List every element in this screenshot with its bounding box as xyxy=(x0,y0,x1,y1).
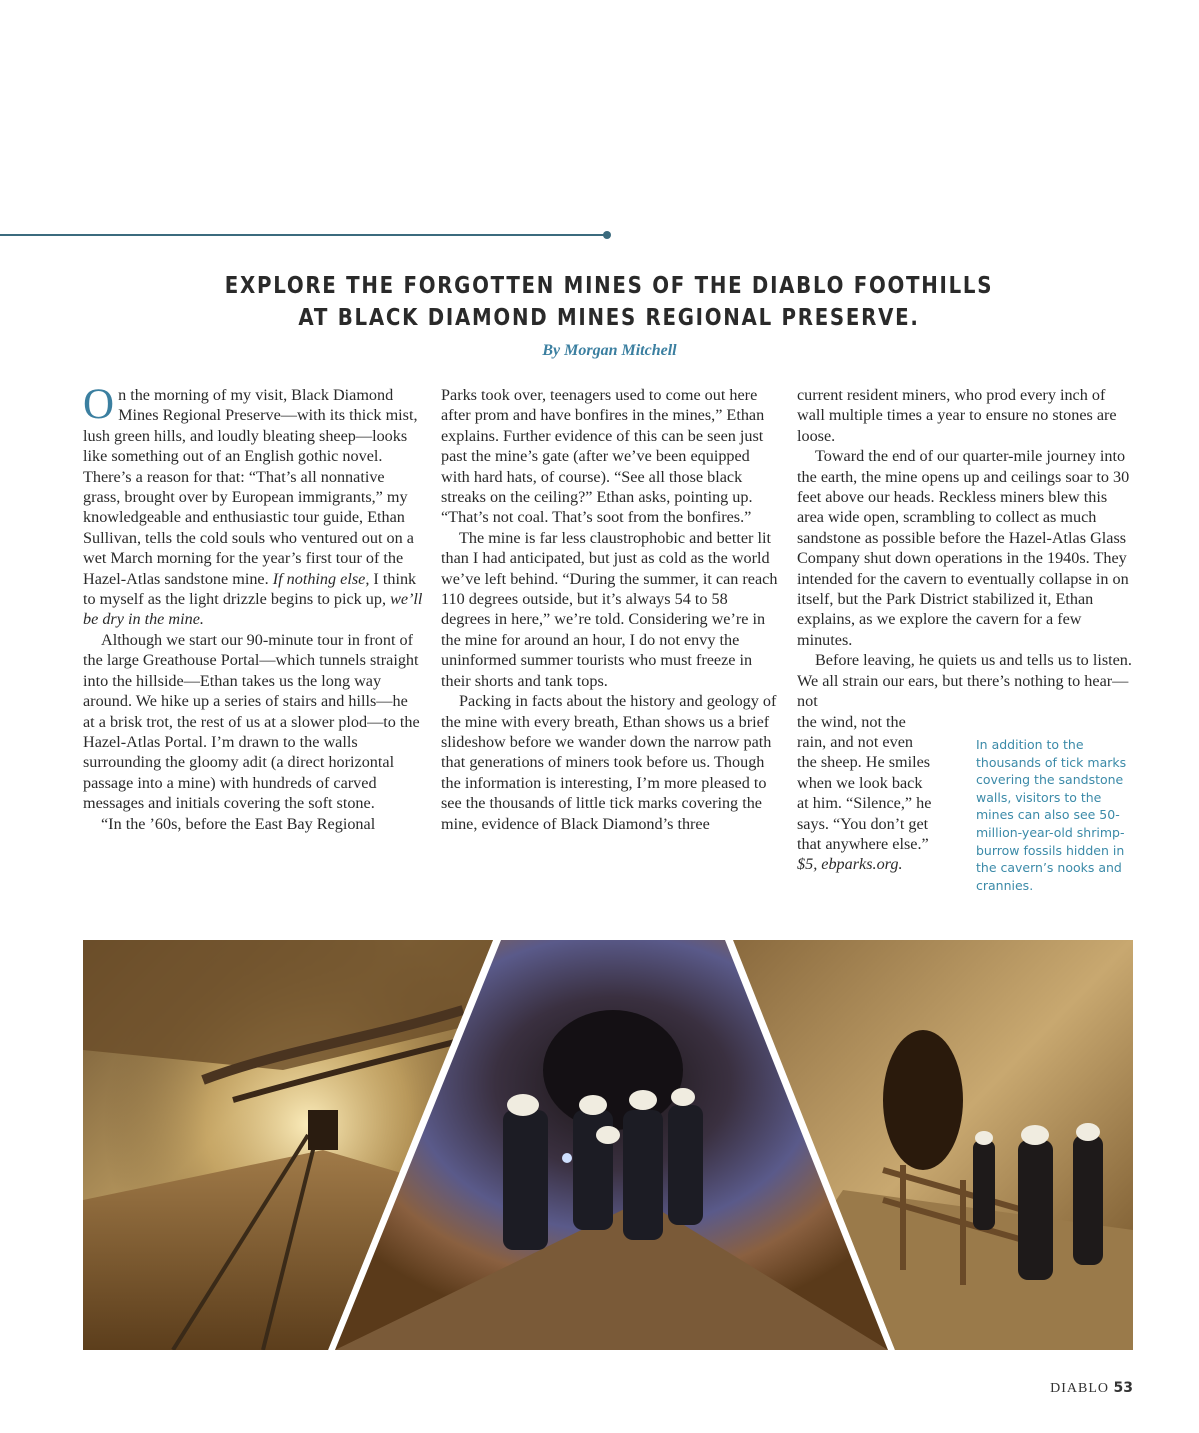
paragraph xyxy=(83,381,423,630)
header-rule xyxy=(0,234,606,236)
italic-text: If nothing else, xyxy=(272,569,370,588)
paragraph-line: the wind, not the xyxy=(797,712,906,731)
paragraph-line: when we look back xyxy=(797,773,923,792)
article-column-1 xyxy=(83,381,423,834)
paragraph-line: the sheep. He smiles xyxy=(797,753,931,772)
sidebar-caption: In addition to the thousands of tick marks covering the sandstone walls, visitors to the mines can also see 50-million-year-old shrimp-burrow fossils hidden in the cavern’s nooks and crannies. xyxy=(976,737,1127,893)
paragraph-line: says. “You don’t get xyxy=(797,814,929,833)
paragraph-text: I think to myself as the light drizzle begins to pick up, xyxy=(83,569,417,609)
italic-text: $5, ebparks.org. xyxy=(797,855,903,874)
paragraph: Although we start our 90-minute tour in front of the large Greathouse Portal—which tunnels straight into the hillside—Ethan takes us the long way around. We hike up a series of stairs and hills—he at a brisk trot, the rest of us at a slower plod—to the Hazel-Atlas Portal. I’m drawn to the walls surrounding the gloomy adit (a direct horizontal passage into a mine) with hundreds of carved messages and initials covering the soft stone. xyxy=(83,630,420,813)
paragraph: Toward the end of our quarter-mile journey into the earth, the mine opens up and ceilings soar to 30 feet above our heads. Reckless miners blew this area wide open, scrambling to collect as much sandstone as possible before the Hazel-Atlas Glass Company shut down operations in the 1940s. They intended for the cavern to eventually collapse in on itself, but the Park District stabilized it, Ethan explains, as we explore the cavern for a few minutes. xyxy=(797,447,1130,649)
drop-cap: O xyxy=(83,381,115,428)
paragraph: Parks took over, teenagers used to come out here after prom and have bonfires in the mines,” Ethan explains. Further evidence of this can be seen just past the mine’s gate (after we’ve been equipped with hard hats, of course). “See all those black streaks on the ceiling?” Ethan asks, pointing up. “That’s not coal. That’s soot from the bonfires.” xyxy=(441,386,765,527)
paragraph-line: that anywhere else.” xyxy=(797,834,929,853)
paragraph: “In the ’60s, before the East Bay Regional xyxy=(101,814,376,833)
page-number: 53 xyxy=(1113,1380,1133,1396)
paragraph: current resident miners, who prod every inch of wall multiple times a year to ensure no stones are loose. xyxy=(797,386,1117,445)
article-byline: By Morgan Mitchell xyxy=(542,342,677,359)
paragraph-text: Before leaving, he quiets us and tells us to listen. We all strain our ears, but there’s nothing to hear—not xyxy=(797,651,1132,711)
paragraph-line: rain, and not even xyxy=(797,732,913,751)
article-headline: EXPLORE THE FORGOTTEN MINES OF THE DIABLO FOOTHILLS AT BLACK DIAMOND MINES REGIONAL PRESERVE. xyxy=(224,273,994,331)
header-rule-dot xyxy=(603,231,611,239)
paragraph: Packing in facts about the history and geology of the mine with every breath, Ethan shows us a brief slideshow before we wander down the narrow path that generations of miners took before us. Though the information is interesting, I’m more pleased to see the thousands of little tick marks covering the mine, evidence of Black Diamond’s three xyxy=(441,692,777,833)
italic-text: we’ll be dry in the mine. xyxy=(83,590,423,629)
photo-collage xyxy=(83,940,1133,1350)
magazine-name: DIABLO xyxy=(1050,1381,1110,1396)
article-column-2 xyxy=(441,385,781,834)
paragraph-text: n the morning of my visit, Black Diamond Mines Regional Preserve—with its thick mist, lush green hills, and loudly bleating sheep—looks like something out of an English gothic novel. There’s a reason for that: “That’s all nonnative grass, brought over by European immigrants,” my knowledgeable and enthusiastic tour guide, Ethan Sullivan, tells the cold souls who ventured out on a wet March morning for the year’s first tour of the Hazel-Atlas sandstone mine. xyxy=(83,386,418,588)
page-folio xyxy=(1050,1380,1133,1397)
paragraph-line: at him. “Silence,” he xyxy=(797,794,932,813)
paragraph: The mine is far less claustrophobic and better lit than I had anticipated, but just as cold as the world we’ve left behind. “During the summer, it can reach 110 degrees outside, but it’s always 54 to 58 degrees in here,” we’re told. Considering we’re in the mine for around an hour, I do not envy the uninformed summer tourists who must freeze in their shorts and tank tops. xyxy=(441,528,778,690)
